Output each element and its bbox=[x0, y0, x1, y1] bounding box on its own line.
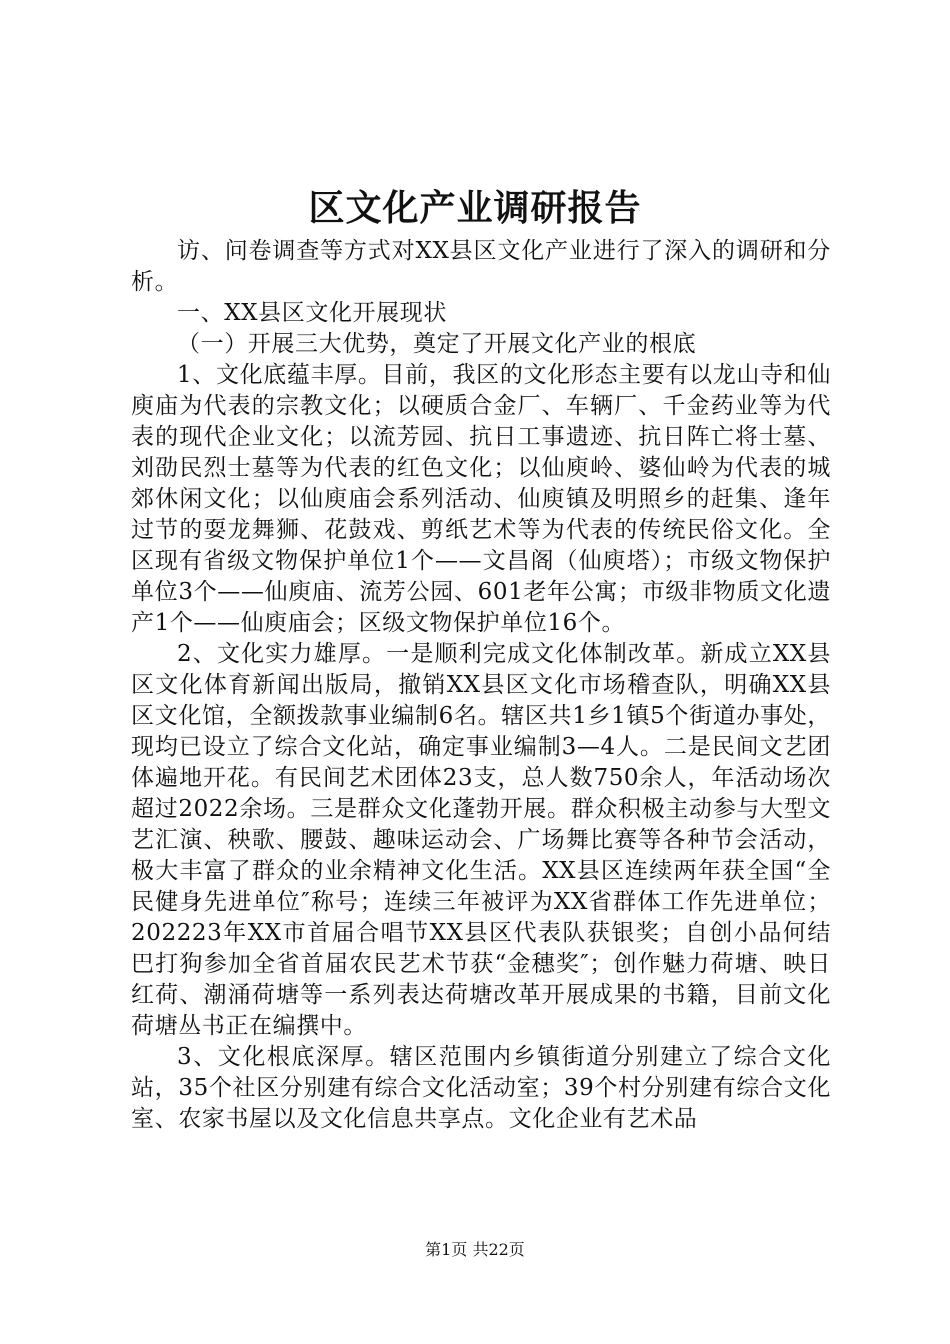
body-paragraph-3: 3、文化根底深厚。辖区范围内乡镇街道分别建立了综合文化站，35个社区分别建有综合文化活动室；39个村分别建有综合文化室、农家书屋以及文化信息共享点。文化企业有艺术品 bbox=[131, 1044, 831, 1132]
subsection-heading: （一）开展三大优势，奠定了开展文化产业的根底 bbox=[177, 331, 697, 357]
section-heading: 一、XX县区文化开展现状 bbox=[177, 300, 447, 326]
document-body bbox=[131, 236, 831, 1135]
body-paragraph-2: 2、文化实力雄厚。一是顺利完成文化体制改革。新成立XX县区文化体育新闻出版局，撤销XX县区文化市场稽查队，明确XX县区文化馆，全额拨款事业编制6名。辖区共1乡1镇5个街道办事处，现均已设立了综合文化站，确定事业编制3—4人。二是民间文艺团体遍地开花。有民间艺术团体23支，总人数750余人，年活动场次超过2022余场。三是群众文化蓬勃开展。群众积极主动参与大型文艺汇演、秧歌、腰鼓、趣味运动会、广场舞比赛等各种节会活动，极大丰富了群众的业余精神文化生活。XX县区连续两年获全国“全民健身先进单位″称号；连续三年被评为XX省群体工作先进单位；202223年XX市首届合唱节XX县区代表队获银奖；自创小品何结巴打狗参加全省首届农民艺术节获“金穗奖″；创作魅力荷塘、映日红荷、潮涌荷塘等一系列表达荷塘改革开展成果的书籍，目前文化荷塘丛书正在编撰中。 bbox=[131, 641, 831, 1039]
page-number: 第1页 共22页 bbox=[425, 1240, 525, 1259]
document-title: 区文化产业调研报告 bbox=[308, 187, 642, 229]
intro-paragraph: 访、问卷调查等方式对XX县区文化产业进行了深入的调研和分析。 bbox=[131, 238, 831, 295]
body-paragraph-1: 1、文化底蕴丰厚。目前，我区的文化形态主要有以龙山寺和仙庾庙为代表的宗教文化；以硬质合金厂、车辆厂、千金药业等为代表的现代企业文化；以流芳园、抗日工事遗迹、抗日阵亡将士墓、刘劭民烈士墓等为代表的红色文化；以仙庾岭、婆仙岭为代表的城郊休闲文化；以仙庾庙会系列活动、仙庾镇及明照乡的赶集、逢年过节的耍龙舞狮、花鼓戏、剪纸艺术等为代表的传统民俗文化。全区现有省级文物保护单位1个——文昌阁（仙庾塔）；市级文物保护单位3个——仙庾庙、流芳公园、601老年公寓；市级非物质文化遗产1个——仙庾庙会；区级文物保护单位16个。 bbox=[131, 362, 831, 636]
